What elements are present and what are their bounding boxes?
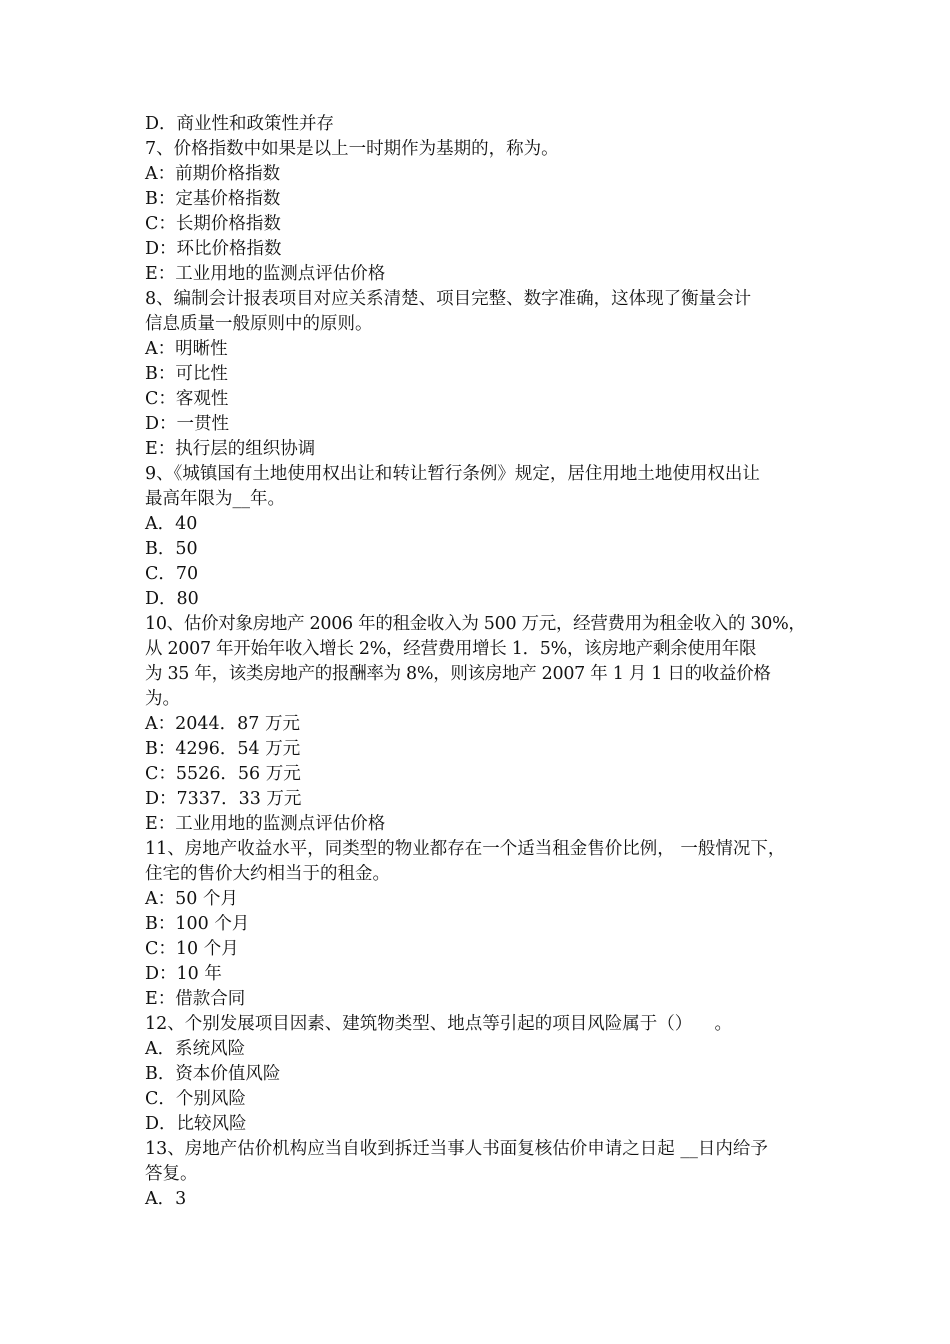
question-13-line-1: 13、房地产估价机构应当自收到拆迁当事人书面复核估价申请之日起 __日内给予 <box>145 1139 768 1159</box>
option-c-q7: C：长期价格指数 <box>145 214 281 234</box>
option-e-q11: E：借款合同 <box>145 989 246 1009</box>
option-b-q9: B．50 <box>145 539 198 559</box>
question-11-line-1: 11、房地产收益水平，同类型的物业都存在一个适当租金售价比例， 一般情况下， <box>145 839 786 859</box>
option-a-q12: A．系统风险 <box>145 1039 246 1059</box>
option-a-q13: A．3 <box>145 1189 187 1209</box>
question-13-line-2: 答复。 <box>145 1164 198 1184</box>
option-b-q7: B：定基价格指数 <box>145 189 281 209</box>
option-d-q6: D．商业性和政策性并存 <box>145 114 335 134</box>
option-d-q7: D：环比价格指数 <box>145 239 282 259</box>
option-b-q8: B：可比性 <box>145 364 228 384</box>
question-10-line-2: 从 2007 年开始年收入增长 2%，经营费用增长 1．5%，该房地产剩余使用年限 <box>145 639 757 659</box>
question-8-line-2: 信息质量一般原则中的原则。 <box>145 314 373 334</box>
question-11-line-2: 住宅的售价大约相当于的租金。 <box>145 864 390 884</box>
document-page <box>145 112 825 1212</box>
option-b-q10: B：4296．54 万元 <box>145 739 301 759</box>
question-8-line-1: 8、编制会计报表项目对应关系清楚、项目完整、数字准确，这体现了衡量会计 <box>145 289 752 309</box>
option-d-q12: D．比较风险 <box>145 1114 247 1134</box>
option-b-q11: B：100 个月 <box>145 914 250 934</box>
question-10-line-4: 为。 <box>145 689 180 709</box>
option-c-q12: C．个别风险 <box>145 1089 246 1109</box>
option-c-q8: C：客观性 <box>145 389 229 409</box>
question-9-line-2: 最高年限为__年。 <box>145 489 285 509</box>
question-10-line-1: 10、估价对象房地产 2006 年的租金收入为 500 万元，经营费用为租金收入的 30%， <box>145 614 806 634</box>
question-10-block <box>145 612 825 687</box>
question-12: 12、个别发展项目因素、建筑物类型、地点等引起的项目风险属于（） 。 <box>145 1014 733 1034</box>
option-d-q8: D：一贯性 <box>145 414 230 434</box>
option-a-q8: A：明晰性 <box>145 339 228 359</box>
question-7: 7、价格指数中如果是以上一时期作为基期的，称为。 <box>145 139 559 159</box>
option-a-q9: A．40 <box>145 514 198 534</box>
question-10-line-3: 为 35 年，该类房地产的报酬率为 8%，则该房地产 2007 年 1 月 1 日的收益价格 <box>145 664 771 684</box>
option-c-q11: C：10 个月 <box>145 939 239 959</box>
option-a-q11: A：50 个月 <box>145 889 238 909</box>
option-d-q11: D：10 年 <box>145 964 222 984</box>
option-e-q8: E：执行层的组织协调 <box>145 439 316 459</box>
option-a-q7: A：前期价格指数 <box>145 164 281 184</box>
option-b-q12: B．资本价值风险 <box>145 1064 281 1084</box>
option-c-q10: C：5526．56 万元 <box>145 764 301 784</box>
option-e-q7: E：工业用地的监测点评估价格 <box>145 264 386 284</box>
question-9-line-1: 9、《城镇国有土地使用权出让和转让暂行条例》规定，居住用地土地使用权出让 <box>145 464 760 484</box>
option-c-q9: C．70 <box>145 564 199 584</box>
option-d-q10: D：7337．33 万元 <box>145 789 302 809</box>
option-d-q9: D．80 <box>145 589 199 609</box>
option-e-q10: E：工业用地的监测点评估价格 <box>145 814 386 834</box>
option-a-q10: A：2044．87 万元 <box>145 714 301 734</box>
